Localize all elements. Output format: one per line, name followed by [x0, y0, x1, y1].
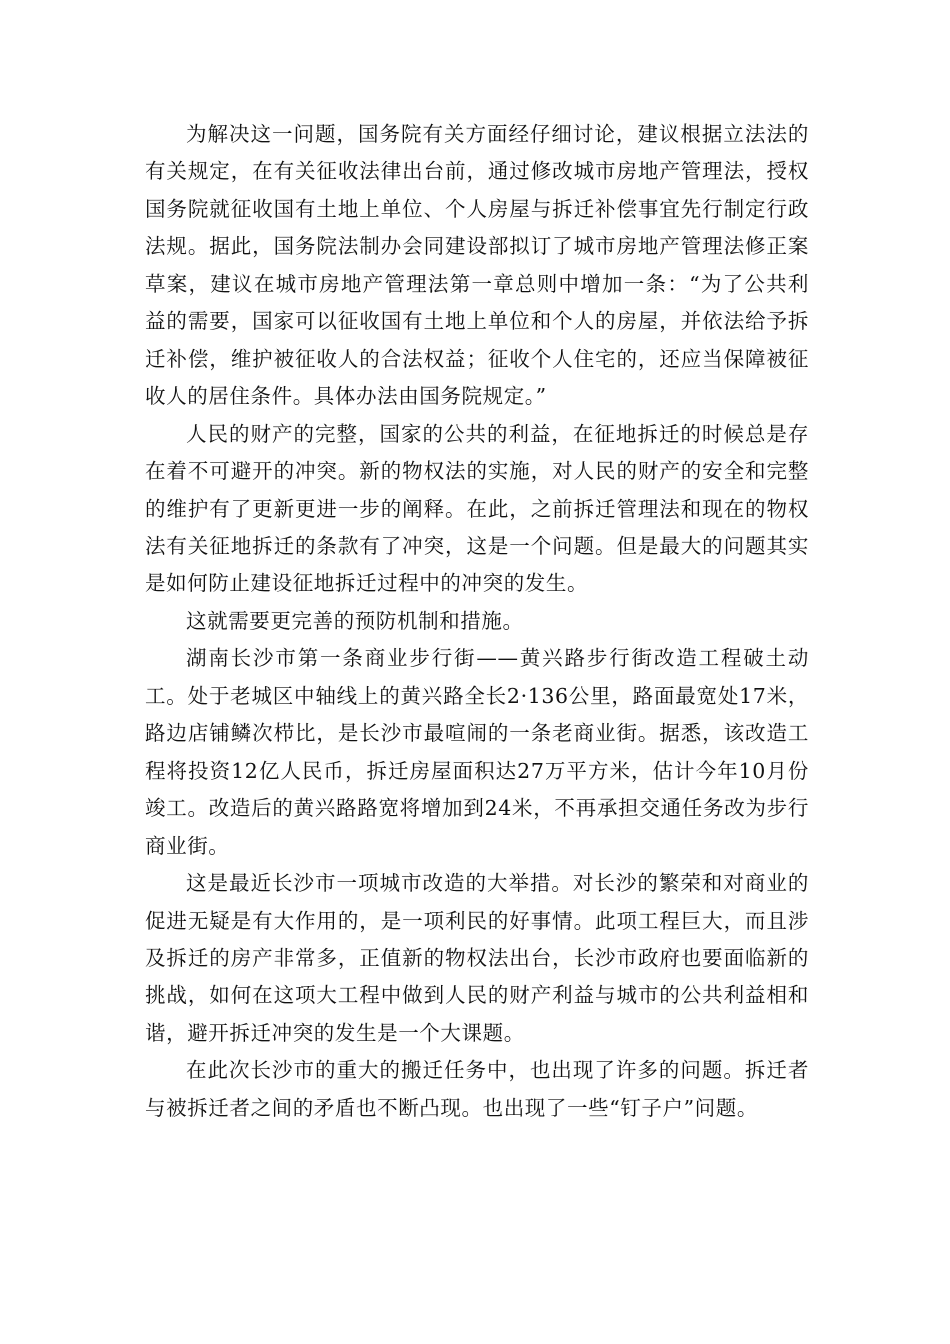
paragraph-huangxing-road-project: 湖南长沙市第一条商业步行街——黄兴路步行街改造工程破土动工。处于老城区中轴线上的黄兴路全长2·136公里，路面最宽处17米，路边店铺鳞次栉比，是长沙市最喧闹的一条老商业街。据悉，该改造工程将投资12亿人民币，拆迁房屋面积达27万平方米，估计今年10月份竣工。改造后的黄兴路路宽将增加到24米，不再承担交通任务改为步行商业街。	[145, 646, 809, 858]
paragraph-legislation-proposal: 为解决这一问题，国务院有关方面经仔细讨论，建议根据立法法的有关规定，在有关征收法律出台前，通过修改城市房地产管理法，授权国务院就征收国有土地上单位、个人房屋与拆迁补偿事宜先行制定行政法规。据此，国务院法制办会同建设部拟订了城市房地产管理法修正案草案，建议在城市房地产管理法第一章总则中增加一条：“为了公共利益的需要，国家可以征收国有土地上单位和个人的房屋，并依法给予拆迁补偿，维护被征收人的合法权益；征收个人住宅的，还应当保障被征收人的居住条件。具体办法由国务院规定。”	[145, 122, 809, 409]
paragraph-prevention-mechanism: 这就需要更完善的预防机制和措施。	[186, 608, 524, 633]
paragraph-property-conflict: 人民的财产的完整，国家的公共的利益，在征地拆迁的时候总是存在着不可避开的冲突。新的物权法的实施，对人民的财产的安全和完整的维护有了更新更进一步的阐释。在此，之前拆迁管理法和现在的物权法有关征地拆迁的条款有了冲突，这是一个问题。但是最大的问题其实是如何防止建设征地拆迁过程中的冲突的发生。	[145, 421, 809, 596]
paragraph-city-renovation: 这是最近长沙市一项城市改造的大举措。对长沙的繁荣和对商业的促进无疑是有大作用的，是一项利民的好事情。此项工程巨大，而且涉及拆迁的房产非常多，正值新的物权法出台，长沙市政府也要面临新的挑战，如何在这项大工程中做到人民的财产利益与城市的公共利益相和谐，避开拆迁冲突的发生是一个大课题。	[145, 871, 809, 1045]
paragraph-relocation-issues: 在此次长沙市的重大的搬迁任务中，也出现了许多的问题。拆迁者与被拆迁者之间的矛盾也不断凸现。也出现了一些“钉子户”问题。	[145, 1058, 809, 1120]
body-text	[145, 116, 809, 1127]
